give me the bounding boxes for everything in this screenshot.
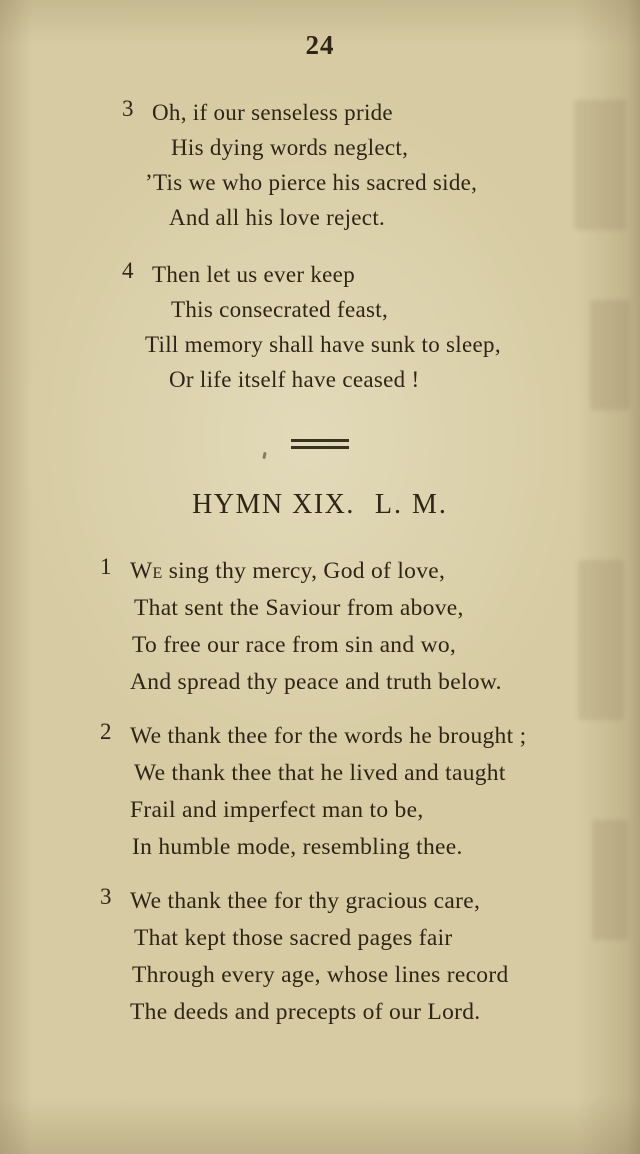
verse-line: Through every age, whose lines record (132, 962, 509, 988)
hymn-xix-body (0, 553, 640, 1031)
verse-line: In humble mode, resembling thee. (132, 834, 463, 860)
ink-speck (262, 452, 266, 459)
verse-line: We thank thee for thy gracious care, (130, 888, 481, 914)
verse-line: The deeds and precepts of our Lord. (130, 999, 481, 1025)
verse-line: And all his love reject. (169, 205, 386, 230)
stanza-number: 2 (100, 719, 112, 744)
hymn-title: HYMN XIX. (192, 489, 355, 520)
verse-line: Oh, if our senseless pride (152, 100, 393, 125)
hymn-heading (0, 489, 640, 521)
page-number: 24 (305, 30, 335, 60)
stanza (100, 883, 640, 1031)
verse-line-rest: sing thy mercy, God of love, (162, 558, 446, 584)
stanza (100, 718, 640, 866)
verse-line: Or life itself have ceased ! (169, 367, 420, 392)
stanza-number: 3 (100, 884, 112, 909)
verse-line: And spread thy peace and truth below. (130, 669, 502, 695)
verse-line: ’Tis we who pierce his sacred side, (145, 170, 478, 195)
stanza-number: 1 (100, 554, 112, 579)
verse-line: His dying words neglect, (171, 135, 409, 160)
stanza (100, 553, 640, 701)
section-divider-rule (291, 439, 349, 449)
verse-line: That kept those sacred pages fair (134, 925, 453, 951)
verse-line: Frail and imperfect man to be, (130, 797, 424, 823)
hymn-meter: L. M. (374, 489, 448, 520)
verse-line: That sent the Saviour from above, (134, 595, 464, 621)
verse-line: To free our race from sin and wo, (132, 632, 457, 658)
stanza-number: 3 (122, 96, 134, 121)
verse-line: We thank thee that he lived and taught (134, 760, 506, 786)
stanza (122, 257, 640, 397)
previous-hymn-continuation (0, 95, 640, 397)
stanza (122, 95, 640, 235)
stanza-number: 4 (122, 258, 134, 283)
verse-line: This consecrated feast, (171, 297, 388, 322)
verse-line (130, 553, 640, 590)
verse-line: Till memory shall have sunk to sleep, (145, 332, 501, 357)
small-caps-word: We (130, 558, 163, 584)
verse-line: We thank thee for the words he brought ; (130, 723, 527, 749)
verse-line: Then let us ever keep (152, 262, 355, 287)
